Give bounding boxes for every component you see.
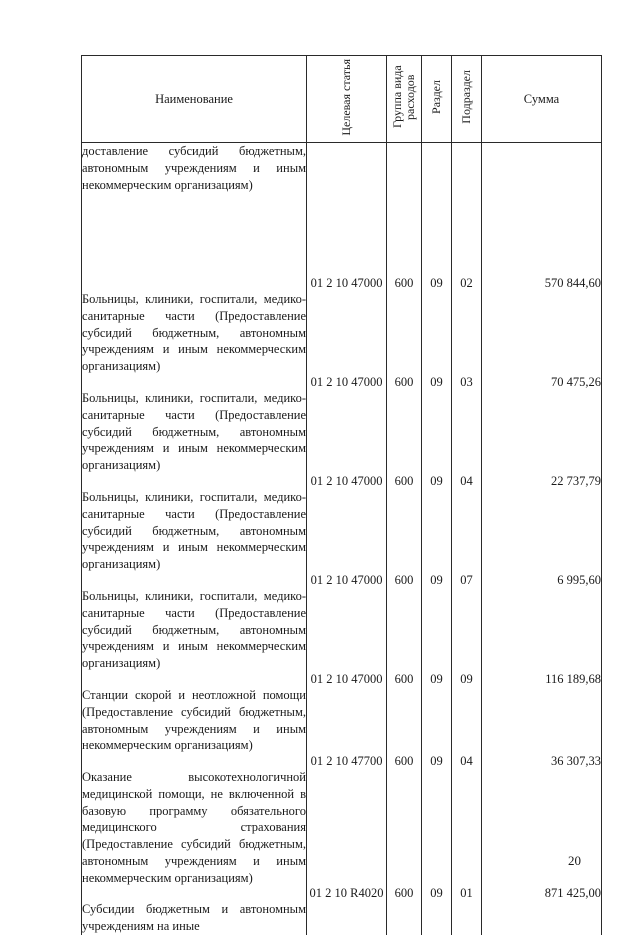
- row-sum: 22 737,79: [482, 390, 602, 489]
- row-code: 01 2 10 47000: [307, 588, 387, 687]
- row-name: доставление субсидий бюджетным, автономным учреждениям и иным некоммерческим организациям): [82, 143, 307, 292]
- header-subsection: [452, 56, 482, 143]
- row-subsection: 07: [452, 489, 482, 588]
- header-group-label: Группа вида расходов: [389, 65, 417, 129]
- row-subsection: 04: [452, 390, 482, 489]
- row-code: 01 2 10 47000: [307, 390, 387, 489]
- row-section: 09: [422, 588, 452, 687]
- row-name: Больницы, клиники, госпитали, медико-санитарные части (Предоставление субсидий бюджетным, автономным учреждениям и иным некоммерческим организациям): [82, 390, 307, 489]
- row-section: 09: [422, 143, 452, 292]
- header-target-article: [307, 56, 387, 143]
- row-name: Станции скорой и неотложной помощи (Предоставление субсидий бюджетным, автономным учреждениям и иным некоммерческим организациям): [82, 687, 307, 769]
- row-subsection: 09: [452, 588, 482, 687]
- row-section: [422, 901, 452, 935]
- row-sum: 36 307,33: [482, 687, 602, 769]
- row-code: [307, 901, 387, 935]
- header-target-label: Целевая статья: [338, 58, 353, 136]
- row-name: Оказание высокотехнологичной медицинской помощи, не включенной в базовую программу обязательного медицинского страхования (Предоставление субсидий бюджетным, автономным учреждениям и иным некоммерческим организациям): [82, 769, 307, 901]
- header-name: Наименование: [82, 56, 307, 143]
- table-row: [82, 291, 602, 390]
- row-sum: [482, 901, 602, 935]
- row-code: 01 2 10 R4020: [307, 769, 387, 901]
- table-row: [82, 687, 602, 769]
- table-row: [82, 769, 602, 901]
- header-section: [422, 56, 452, 143]
- row-group: [387, 901, 422, 935]
- row-group: 600: [387, 489, 422, 588]
- row-subsection: [452, 901, 482, 935]
- row-subsection: 03: [452, 291, 482, 390]
- row-group: 600: [387, 588, 422, 687]
- row-sum: 871 425,00: [482, 769, 602, 901]
- table-row: [82, 901, 602, 935]
- row-group: 600: [387, 687, 422, 769]
- table-header-row: [82, 56, 602, 143]
- row-sum: 70 475,26: [482, 291, 602, 390]
- header-sum: Сумма: [482, 56, 602, 143]
- row-subsection: 01: [452, 769, 482, 901]
- row-section: 09: [422, 489, 452, 588]
- header-subsection-label: Подраздел: [458, 70, 473, 124]
- row-code: 01 2 10 47000: [307, 489, 387, 588]
- table-row: [82, 489, 602, 588]
- header-section-label: Раздел: [428, 80, 443, 114]
- row-sum: 6 995,60: [482, 489, 602, 588]
- row-subsection: 04: [452, 687, 482, 769]
- row-group: 600: [387, 143, 422, 292]
- row-name: Больницы, клиники, госпитали, медико-санитарные части (Предоставление субсидий бюджетным, автономным учреждениям и иным некоммерческим организациям): [82, 291, 307, 390]
- row-sum: 116 189,68: [482, 588, 602, 687]
- page-number: 20: [568, 853, 581, 868]
- table-row: [82, 588, 602, 687]
- row-code: 01 2 10 47000: [307, 143, 387, 292]
- row-section: 09: [422, 291, 452, 390]
- budget-table: [81, 55, 602, 935]
- row-subsection: 02: [452, 143, 482, 292]
- row-group: 600: [387, 291, 422, 390]
- row-code: 01 2 10 47000: [307, 291, 387, 390]
- row-name: Больницы, клиники, госпитали, медико-санитарные части (Предоставление субсидий бюджетным, автономным учреждениям и иным некоммерческим организациям): [82, 489, 307, 588]
- row-code: 01 2 10 47700: [307, 687, 387, 769]
- row-group: 600: [387, 769, 422, 901]
- table-row: [82, 390, 602, 489]
- row-group: 600: [387, 390, 422, 489]
- row-sum: 570 844,60: [482, 143, 602, 292]
- row-name: Больницы, клиники, госпитали, медико-санитарные части (Предоставление субсидий бюджетным, автономным учреждениям и иным некоммерческим организациям): [82, 588, 307, 687]
- table-row: [82, 143, 602, 292]
- row-section: 09: [422, 390, 452, 489]
- row-section: 09: [422, 769, 452, 901]
- row-name: Субсидии бюджетным и автономным учреждениям на иные: [82, 901, 307, 935]
- header-expense-group: [387, 56, 422, 143]
- row-section: 09: [422, 687, 452, 769]
